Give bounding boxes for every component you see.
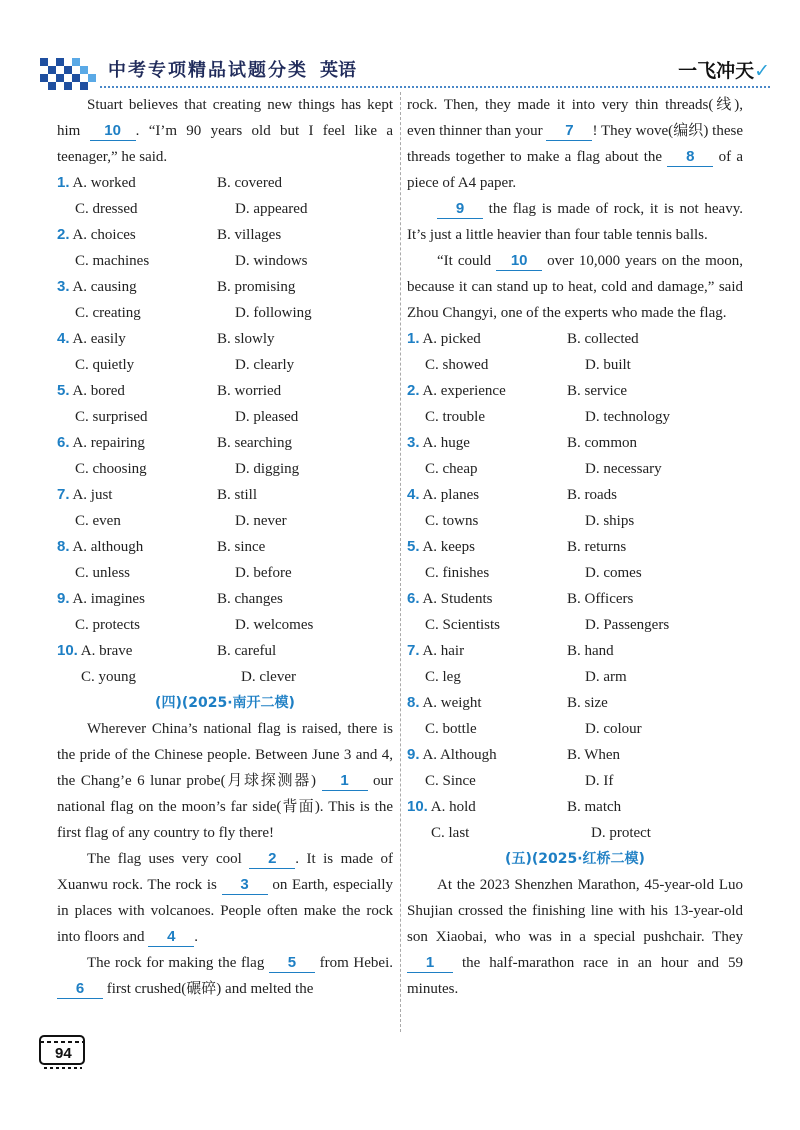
option-cell [407, 534, 567, 560]
option-cell [57, 326, 217, 352]
option-b: B. Officers [567, 591, 634, 607]
section-heading-4: (四)(2025·南开二模) [155, 695, 295, 711]
option-row [57, 352, 393, 378]
option-b: B. covered [217, 175, 282, 191]
question-number: 9. [407, 746, 420, 763]
option-b: B. villages [217, 227, 282, 243]
question-number: 9. [57, 590, 70, 607]
option-d: D. arm [585, 669, 627, 685]
option-cell [407, 586, 567, 612]
option-row [407, 690, 743, 716]
option-row [57, 586, 393, 612]
option-a: A. worked [69, 175, 136, 191]
option-c: C. finishes [425, 565, 490, 581]
option-row [57, 404, 393, 430]
option-a: A. easily [69, 331, 126, 347]
option-a: A. although [69, 539, 144, 555]
option-row [407, 586, 743, 612]
option-d: D. protect [591, 825, 651, 841]
question-number: 1. [57, 174, 70, 191]
passage-text: the half-marathon race in an hour and 59 minutes. [407, 955, 743, 997]
option-row [407, 456, 743, 482]
option-row [407, 482, 743, 508]
option-d: D. clearly [235, 357, 295, 373]
option-c: C. Scientists [425, 617, 501, 633]
passage-paragraph [407, 196, 743, 248]
option-a: A. brave [77, 643, 133, 659]
question-number: 8. [407, 694, 420, 711]
subject-label: 英语 [320, 60, 356, 81]
brand-text: 一飞冲天 [678, 60, 755, 82]
option-row [407, 664, 743, 690]
option-row [407, 716, 743, 742]
option-row [57, 274, 393, 300]
option-row [407, 768, 743, 794]
option-b: B. hand [567, 643, 614, 659]
option-cell [57, 586, 217, 612]
option-b: B. size [567, 695, 608, 711]
question-number: 6. [57, 434, 70, 451]
option-c: C. showed [425, 357, 489, 373]
answer-blank: 1 [322, 772, 368, 791]
option-cell [57, 638, 217, 664]
option-cell [407, 794, 567, 820]
option-d: D. colour [585, 721, 642, 737]
option-c: C. Since [425, 773, 476, 789]
option-c: C. surprised [75, 409, 148, 425]
passage-paragraph [407, 248, 743, 326]
option-d: D. windows [235, 253, 308, 269]
answer-blank: 7 [546, 122, 592, 141]
option-a: A. experience [419, 383, 506, 399]
option-b: B. collected [567, 331, 639, 347]
option-row [407, 430, 743, 456]
option-row [57, 378, 393, 404]
passage-text: The rock for making the flag [87, 955, 269, 971]
passage-text: rock. Then, they made it into very thin threads(线), even thinner than your [407, 97, 743, 139]
option-c: C. leg [425, 669, 461, 685]
option-row [407, 534, 743, 560]
question-number: 5. [407, 538, 420, 555]
option-b: B. changes [217, 591, 283, 607]
option-row [407, 820, 743, 846]
option-cell [407, 378, 567, 404]
passage-paragraph [407, 872, 743, 1002]
option-cell [57, 222, 217, 248]
question-number: 6. [407, 590, 420, 607]
option-a: A. planes [419, 487, 480, 503]
option-c: C. even [75, 513, 121, 529]
passage-paragraph [57, 950, 393, 1002]
option-row [57, 664, 393, 690]
option-row [407, 560, 743, 586]
option-c: C. trouble [425, 409, 485, 425]
passage-text: first crushed(碾碎) and melted the [103, 981, 314, 997]
answer-blank: 1 [407, 954, 453, 973]
option-c: C. unless [75, 565, 131, 581]
option-a: A. imagines [69, 591, 145, 607]
passage-paragraph [57, 846, 393, 950]
question-number: 2. [57, 226, 70, 243]
option-a: A. Although [419, 747, 497, 763]
question-number: 5. [57, 382, 70, 399]
option-b: B. slowly [217, 331, 275, 347]
option-row [407, 612, 743, 638]
passage-text: Stuart believes that creating new things has kept him [57, 97, 393, 139]
option-row [57, 534, 393, 560]
option-cell [407, 430, 567, 456]
option-row [57, 482, 393, 508]
option-row [57, 508, 393, 534]
option-cell [57, 430, 217, 456]
question-number: 8. [57, 538, 70, 555]
option-row [407, 352, 743, 378]
option-b: B. match [567, 799, 622, 815]
passage-text: Wherever China’s national flag is raised, there is the pride of the Chinese people. Between June 3 and 4, the Chang’e 6 lunar probe(月球探测器) [57, 721, 393, 789]
option-d: D. comes [585, 565, 642, 581]
passage-text: “It could [437, 253, 497, 269]
option-row [407, 638, 743, 664]
question-number: 7. [57, 486, 70, 503]
option-a: A. keeps [419, 539, 475, 555]
option-cell [57, 274, 217, 300]
option-a: A. repairing [69, 435, 145, 451]
option-c: C. towns [425, 513, 479, 529]
option-b: B. worried [217, 383, 282, 399]
option-d: D. appeared [235, 201, 308, 217]
option-row [407, 378, 743, 404]
passage-text: our national flag on the moon’s far side(背面). This is the first flag of any country to fly there! [57, 773, 394, 841]
option-d: D. necessary [585, 461, 662, 477]
option-c: C. cheap [425, 461, 478, 477]
passage-text: on Earth, especially in places with volcanoes. People often make the rock into floors and [57, 877, 393, 945]
option-d: D. If [585, 773, 614, 789]
option-a: A. Students [419, 591, 493, 607]
option-cell [57, 170, 217, 196]
option-b: B. since [217, 539, 266, 555]
passage-text: The flag uses very cool [87, 851, 250, 867]
question-number: 7. [407, 642, 420, 659]
option-row [57, 300, 393, 326]
option-c: C. machines [75, 253, 150, 269]
option-d: D. built [585, 357, 631, 373]
option-d: D. ships [585, 513, 635, 529]
option-a: A. causing [69, 279, 137, 295]
option-b: B. returns [567, 539, 627, 555]
answer-blank: 10 [496, 252, 542, 271]
option-row [407, 326, 743, 352]
answer-blank: 9 [437, 200, 483, 219]
option-c: C. choosing [75, 461, 147, 477]
section-heading-5: (五)(2025·红桥二模) [505, 851, 645, 867]
option-c: C. protects [75, 617, 140, 633]
question-number: 4. [57, 330, 70, 347]
question-number: 2. [407, 382, 420, 399]
option-cell [407, 638, 567, 664]
left-column [57, 92, 393, 1002]
option-b: B. When [567, 747, 621, 763]
option-a: A. hold [427, 799, 476, 815]
option-b: B. common [567, 435, 637, 451]
option-row [57, 430, 393, 456]
passage-text: ! They wove(编织) these threads together to make a flag about the [407, 123, 743, 165]
answer-blank: 4 [148, 928, 194, 947]
option-d: D. welcomes [235, 617, 314, 633]
passage-intro [57, 92, 393, 170]
header-divider [100, 86, 770, 88]
option-row [57, 456, 393, 482]
answer-blank: 3 [222, 876, 268, 895]
passage-text: . It is made of Xuanwu rock. The rock is [57, 851, 394, 893]
option-row [57, 170, 393, 196]
option-d: D. technology [585, 409, 670, 425]
passage-paragraph [57, 716, 393, 846]
option-a: A. weight [419, 695, 482, 711]
passage-text: from Hebei. [314, 955, 393, 971]
passage-text: At the 2023 Shenzhen Marathon, 45-year-old Luo Shujian crossed the finishing line with his 13-year-old son Xiaobai, who was in a special pushchair. They [407, 877, 743, 945]
series-title: 中考专项精品试题分类 [108, 60, 308, 81]
option-d: D. never [235, 513, 287, 529]
passage-text: the flag is made of rock, it is not heavy. It’s just a little heavier than four table tennis balls. [407, 201, 743, 243]
option-row [57, 248, 393, 274]
question-number: 10. [57, 642, 78, 659]
option-row [57, 560, 393, 586]
option-cell [407, 690, 567, 716]
option-cell [57, 482, 217, 508]
column-divider [400, 92, 401, 1032]
page-header [40, 50, 770, 90]
passage-text: . [194, 929, 198, 945]
option-a: A. huge [419, 435, 470, 451]
option-d: D. clever [241, 669, 296, 685]
option-cell [407, 326, 567, 352]
passage-text: . “I’m 90 years old but I feel like a teenager,” he said. [57, 123, 393, 165]
option-c: C. bottle [425, 721, 477, 737]
option-d: D. following [235, 305, 312, 321]
option-b: B. searching [217, 435, 292, 451]
option-c: C. young [81, 669, 137, 685]
option-d: D. Passengers [585, 617, 670, 633]
passage-text: of a piece of A4 paper. [407, 149, 743, 191]
option-row [57, 222, 393, 248]
brand-logo [678, 56, 770, 83]
option-d: D. before [235, 565, 292, 581]
option-cell [57, 534, 217, 560]
option-c: C. quietly [75, 357, 135, 373]
question-number: 3. [57, 278, 70, 295]
answer-blank: 8 [667, 148, 713, 167]
right-column [407, 92, 743, 1002]
option-d: D. pleased [235, 409, 299, 425]
question-number: 4. [407, 486, 420, 503]
option-b: B. roads [567, 487, 617, 503]
answer-blank: 5 [269, 954, 315, 973]
option-c: C. creating [75, 305, 141, 321]
passage-paragraph [407, 92, 743, 196]
answer-blank: 6 [57, 980, 103, 999]
answer-blank: 2 [249, 850, 295, 869]
option-row [407, 404, 743, 430]
option-row [407, 742, 743, 768]
option-cell [407, 742, 567, 768]
right-options [407, 326, 743, 846]
option-row [57, 196, 393, 222]
option-b: B. still [217, 487, 258, 503]
page-number: 94 [55, 1045, 72, 1062]
option-row [57, 638, 393, 664]
option-row [407, 794, 743, 820]
passage-text: over 10,000 years on the moon, because it can stand up to heat, cold and damage,” said Zhou Changyi, one of the experts who made the flag. [407, 253, 744, 321]
option-a: A. picked [419, 331, 481, 347]
question-number: 1. [407, 330, 420, 347]
question-number: 3. [407, 434, 420, 451]
option-row [407, 508, 743, 534]
option-cell [57, 378, 217, 404]
option-b: B. service [567, 383, 627, 399]
option-d: D. digging [235, 461, 300, 477]
option-a: A. bored [69, 383, 125, 399]
answer-blank: 10 [90, 122, 136, 141]
option-a: A. choices [69, 227, 136, 243]
option-b: B. promising [217, 279, 296, 295]
option-c: C. last [431, 825, 470, 841]
option-row [57, 612, 393, 638]
question-number: 10. [407, 798, 428, 815]
option-b: B. careful [217, 643, 277, 659]
option-c: C. dressed [75, 201, 138, 217]
checkered-logo-icon [40, 50, 98, 90]
option-cell [407, 482, 567, 508]
option-a: A. hair [419, 643, 465, 659]
check-icon: ✓ [754, 60, 770, 82]
option-row [57, 326, 393, 352]
option-a: A. just [69, 487, 113, 503]
left-options [57, 170, 393, 690]
